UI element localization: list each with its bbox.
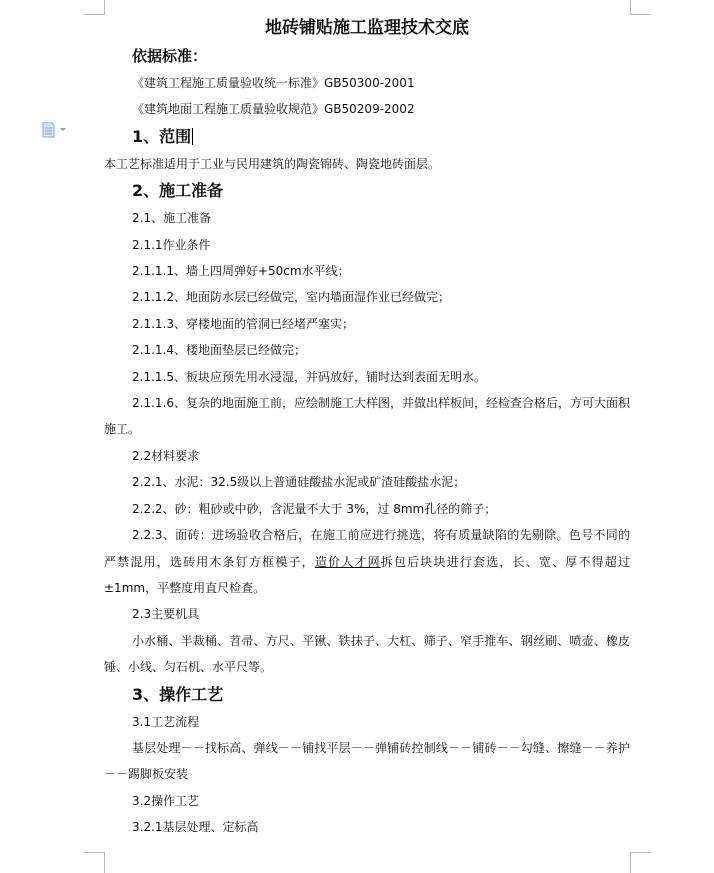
paragraph: 2.1.1.3、穿楼地面的管洞已经堵严塞实； <box>132 316 354 331</box>
section-heading: 2、施工准备 <box>132 181 224 201</box>
document-title: 地砖铺贴施工监理技术交底 <box>265 18 469 38</box>
paragraph <box>104 522 630 601</box>
document-icon[interactable] <box>42 122 68 138</box>
standard-line: 《建筑地面工程施工质量验收规范》GB50209-2002 <box>132 102 415 117</box>
paragraph: 2.3主要机具 <box>132 607 200 622</box>
basis-heading: 依据标准： <box>132 47 208 65</box>
section-heading <box>104 123 630 151</box>
page-corner-marker <box>630 0 651 15</box>
paragraph: 2.1、施工准备 <box>132 211 212 226</box>
paragraph: 3.1工艺流程 <box>132 714 200 729</box>
paragraph: 小水桶、半裁桶、苕帚、方尺、平锹、铁抹子、大杠、筛子、窄手推车、钢丝刷、喷壶、橡皮锤、小线、匀石机、水平尺等。 <box>104 633 630 675</box>
page-corner-marker <box>84 0 105 15</box>
section-heading-text: 1、范围 <box>132 126 192 146</box>
paragraph: 本工艺标准适用于工业与民用建筑的陶瓷锦砖、陶瓷地砖面层。 <box>104 156 441 171</box>
paragraph: 2.1.1.6、复杂的地面施工前，应绘制施工大样图，并做出样板间，经检查合格后，方可大面积施工。 <box>104 396 630 437</box>
paragraph: 3.2.1基层处理、定标高 <box>132 820 259 835</box>
paragraph-text: 拆包后块块进行套选，长、宽、厚不得超过±1mm，平整度用直尺检查。 <box>104 554 630 595</box>
standard-line: 《建筑工程施工质量验收统一标准》GB50300-2001 <box>132 76 415 90</box>
paragraph-text: 2.2.3、面砖：进场验收合格后，在施工前应进行挑选，将有质量缺陷的先剔除。色号不同的严禁混用，选砖用木条钉方框模子， <box>104 528 630 569</box>
document-page <box>104 14 630 841</box>
paragraph: 3.2操作工艺 <box>132 793 200 808</box>
paragraph: 基层处理－－找标高、弹线－－铺找平层－－弹铺砖控制线－－铺砖－－勾缝、擦缝－－养护－－踢脚板安装 <box>104 740 630 782</box>
section-heading: 3、操作工艺 <box>132 684 224 704</box>
inline-link[interactable]: 造价人才网 <box>314 554 381 569</box>
paragraph: 2.2.1、水泥：32.5级以上普通硅酸盐水泥或矿渣硅酸盐水泥； <box>132 475 466 490</box>
text-cursor <box>192 128 193 145</box>
paragraph: 2.1.1作业条件 <box>132 237 211 252</box>
paragraph: 2.1.1.1、墙上四周弹好+50cm水平线； <box>132 264 350 279</box>
paragraph: 2.2材料要求 <box>132 448 200 463</box>
paragraph: 2.1.1.4、楼地面垫层已经做完； <box>132 343 306 358</box>
page-corner-marker <box>630 852 651 873</box>
page-corner-marker <box>84 852 105 873</box>
paragraph: 2.1.1.2、地面防水层已经做完，室内墙面湿作业已经做完； <box>132 290 450 305</box>
paragraph: 2.1.1.5、板块应预先用水浸湿，并码放好，铺时达到表面无明水。 <box>132 369 486 384</box>
paragraph: 2.2.2、砂：粗砂或中砂，含泥量不大于 3%，过 8mm孔径的筛子； <box>132 501 497 516</box>
